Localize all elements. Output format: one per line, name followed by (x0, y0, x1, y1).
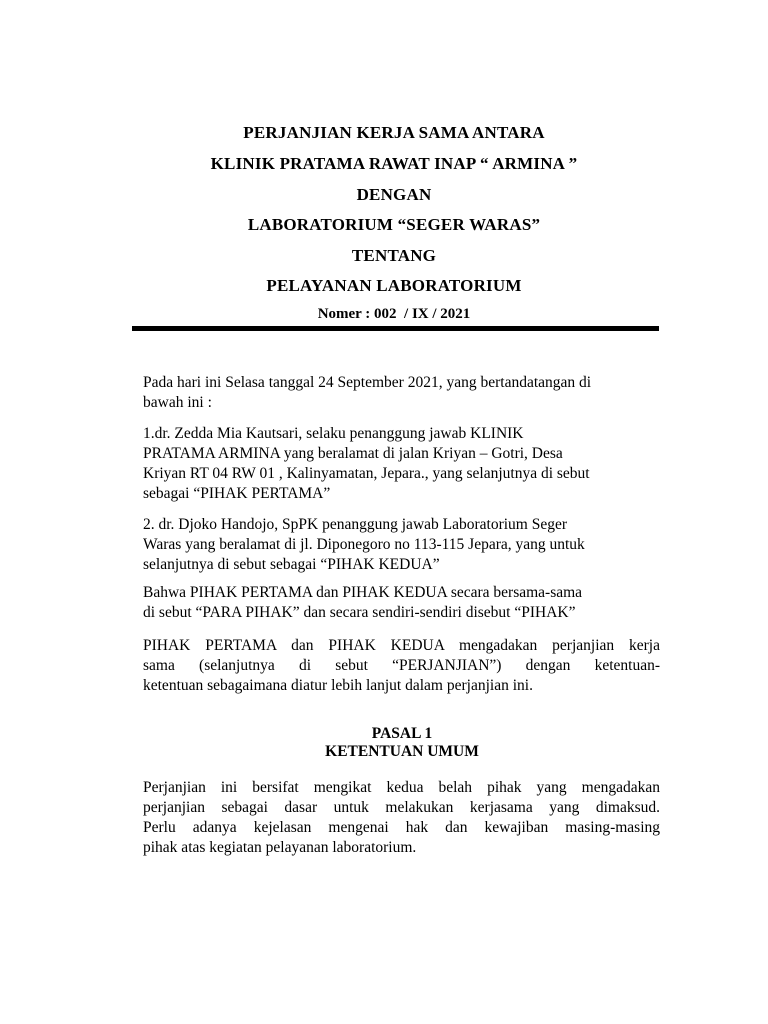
party-two-paragraph (143, 515, 660, 575)
title-line-6: PELAYANAN LABORATORIUM (266, 276, 522, 295)
pasal-one-line-3: Perlu adanya kejelasan mengenai hak dan kewajiban masing-masing (143, 819, 660, 836)
document-number: Nomer : 002 / IX / 2021 (317, 306, 471, 322)
party-two-line-1: 2. dr. Djoko Handojo, SpPK penanggung jawab Laboratorium Seger (143, 516, 568, 533)
parties-definition-line-1: Bahwa PIHAK PERTAMA dan PIHAK KEDUA secara bersama-sama (143, 584, 583, 601)
party-two-line-3: selanjutnya di sebut sebagai “PIHAK KEDUA” (143, 556, 440, 573)
opening-paragraph (143, 373, 660, 413)
title-line-1: PERJANJIAN KERJA SAMA ANTARA (243, 123, 545, 142)
parties-definition-line-2: di sebut “PARA PIHAK” dan secara sendiri-sendiri disebut “PIHAK” (143, 604, 576, 621)
agreement-line-1: PIHAK PERTAMA dan PIHAK KEDUA mengadakan perjanjian kerja (143, 637, 660, 654)
pasal-one-paragraph (143, 778, 660, 858)
pasal-heading: PASAL 1 (371, 725, 433, 742)
party-one-line-3: Kriyan RT 04 RW 01 , Kalinyamatan, Jepara., yang selanjutnya di sebut (143, 465, 590, 482)
opening-line-1: Pada hari ini Selasa tanggal 24 September 2021, yang bertandatangan di (143, 374, 592, 391)
title-line-4: LABORATORIUM “SEGER WARAS” (247, 215, 541, 234)
party-one-line-4: sebagai “PIHAK PERTAMA” (143, 485, 331, 502)
pasal-one-line-1: Perjanjian ini bersifat mengikat kedua belah pihak yang mengadakan (143, 779, 660, 796)
agreement-line-2: sama (selanjutnya di sebut “PERJANJIAN”) dengan ketentuan- (143, 657, 660, 674)
opening-line-2: bawah ini : (143, 394, 212, 411)
title-line-5: TENTANG (351, 246, 437, 265)
agreement-line-3: ketentuan sebagaimana diatur lebih lanjut dalam perjanjian ini. (143, 677, 533, 694)
pasal-one-line-2: perjanjian sebagai dasar untuk melakukan kerjasama yang dimaksud. (143, 799, 660, 816)
title-line-3: DENGAN (356, 185, 432, 204)
party-one-line-1: 1.dr. Zedda Mia Kautsari, selaku penanggung jawab KLINIK (143, 425, 524, 442)
pasal-subheading: KETENTUAN UMUM (325, 743, 479, 760)
parties-definition-paragraph (143, 583, 660, 623)
title-divider (132, 326, 659, 331)
title-line-2: KLINIK PRATAMA RAWAT INAP “ ARMINA ” (210, 154, 578, 173)
pasal-one-line-4: pihak atas kegiatan pelayanan laboratorium. (143, 839, 417, 856)
agreement-paragraph (143, 636, 660, 696)
party-two-line-2: Waras yang beralamat di jl. Diponegoro no 113-115 Jepara, yang untuk (143, 536, 585, 553)
party-one-line-2: PRATAMA ARMINA yang beralamat di jalan Kriyan – Gotri, Desa (143, 445, 563, 462)
party-one-paragraph (143, 424, 660, 504)
